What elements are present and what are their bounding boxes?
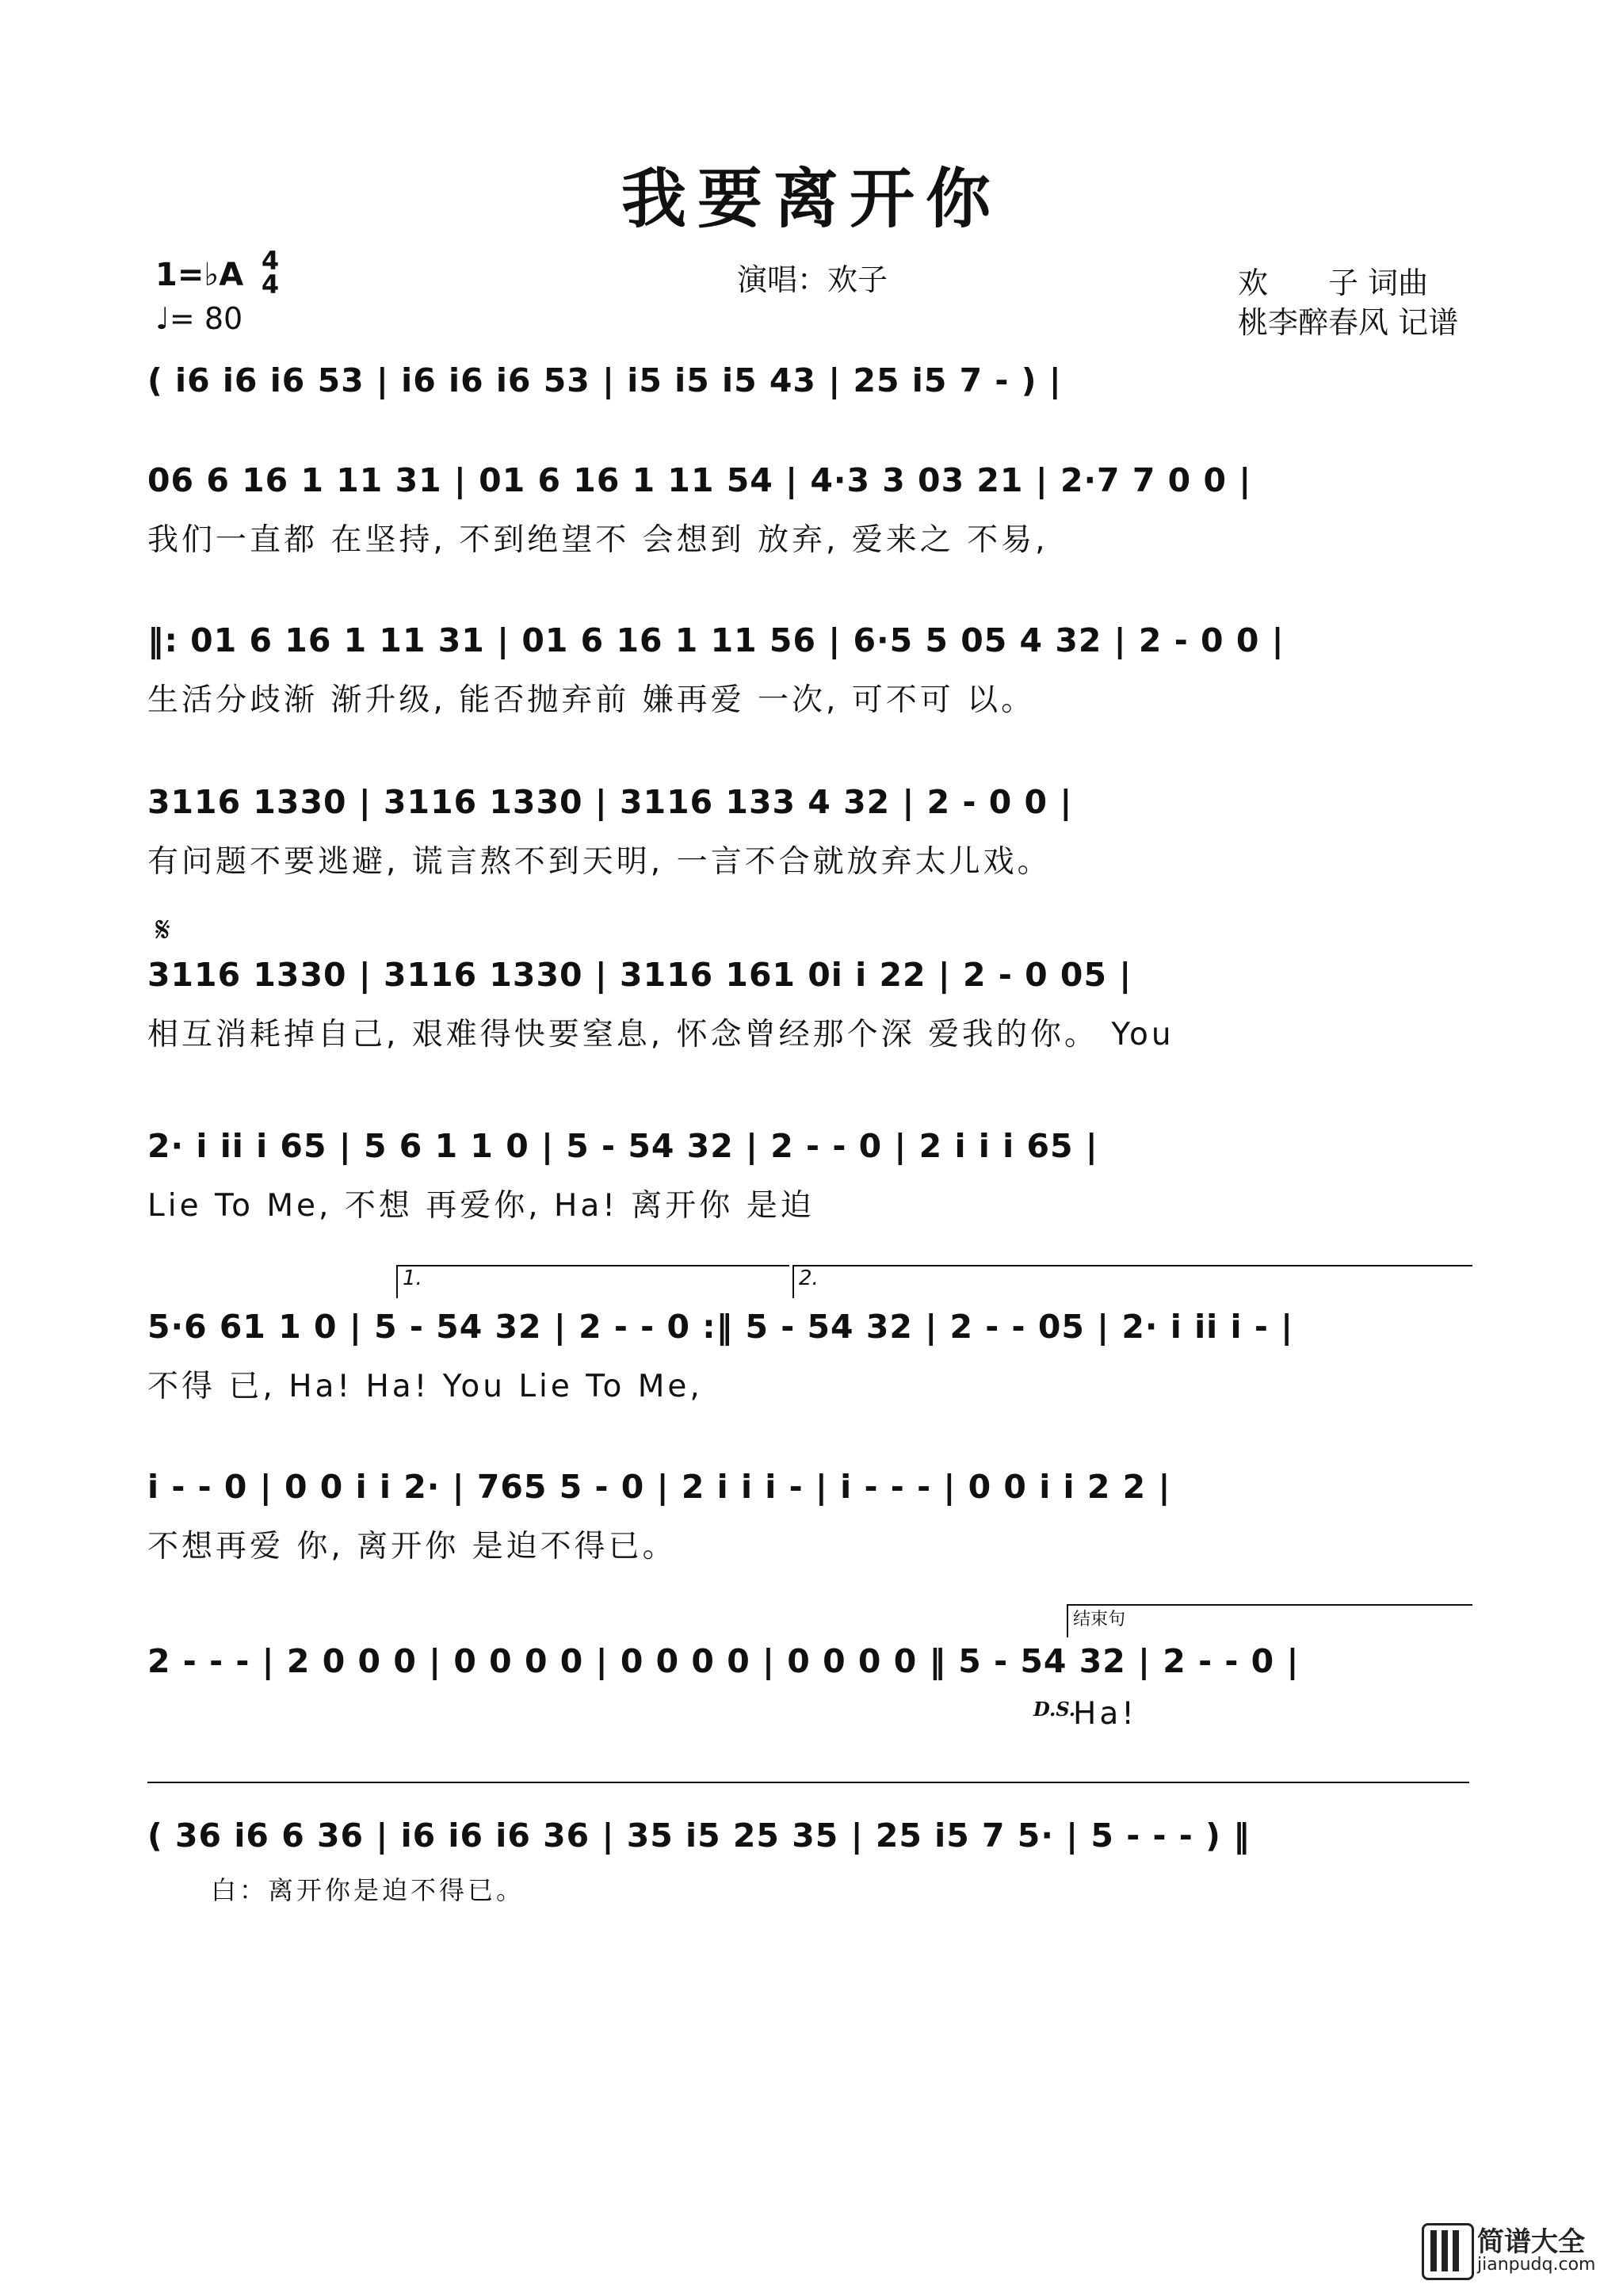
row-7-lyrics: 不得 已, Ha! Ha! You Lie To Me, xyxy=(147,1369,703,1404)
row-8-notes: i - - 0 | 0 0 i i 2· | 765 5 - 0 | 2 i i i - | i - - - | 0 0 i i 2 2 | xyxy=(147,1468,1171,1506)
song-title: 我要离开你 xyxy=(621,161,1002,237)
row-10-lyrics: 白：离开你是迫不得已。 xyxy=(211,1875,525,1905)
row-5-notes: 3116 1330 | 3116 1330 | 3116 161 0i i 22 | 2 - 0 05 | xyxy=(147,956,1132,994)
row-9-notes: 2 - - - | 2 0 0 0 | 0 0 0 0 | 0 0 0 0 | 0 0 0 0 ‖ 5 - 54 32 | 2 - - 0 | xyxy=(147,1642,1300,1680)
outro-bracket-line xyxy=(147,1782,1469,1783)
row-3-lyrics: 生活分歧渐 渐升级, 能否抛弃前 嫌再爱 一次, 可不可 以。 xyxy=(147,682,1036,718)
tempo-marking: ♩= 80 xyxy=(155,301,243,336)
singer-credit: 演唱：欢子 xyxy=(737,262,888,297)
key-signature: 1=♭A xyxy=(155,257,244,293)
row-7-notes: 5·6 61 1 0 | 5 - 54 32 | 2 - - 0 :‖ 5 - 54 32 | 2 - - 05 | 2· i ii i - | xyxy=(147,1308,1294,1346)
piano-keys-icon xyxy=(1422,2223,1474,2280)
row-1-notes: ( i6 i6 i6 53 | i6 i6 i6 53 | i5 i5 i5 43 | 25 i5 7 - ) | xyxy=(147,361,1062,399)
row-2-notes: 06 6 16 1 11 31 | 01 6 16 1 11 54 | 4·3 3 03 21 | 2·7 7 0 0 | xyxy=(147,461,1252,499)
row-6-notes: 2· i ii i 65 | 5 6 1 1 0 | 5 - 54 32 | 2 - - 0 | 2 i i i 65 | xyxy=(147,1127,1098,1165)
watermark-main-text: 简谱大全 xyxy=(1477,2226,1585,2258)
segno-sign: 𝄋 xyxy=(155,910,170,950)
row-4-lyrics: 有问题不要逃避, 谎言熬不到天明, 一言不合就放弃太儿戏。 xyxy=(147,844,1052,880)
row-6-lyrics: Lie To Me, 不想 再爱你, Ha! 离开你 是迫 xyxy=(147,1188,815,1224)
ds-marking: D.S. xyxy=(1033,1698,1076,1721)
time-sig-top: 4 xyxy=(261,246,280,276)
time-sig-bottom: 4 xyxy=(261,269,280,300)
row-10-notes: ( 36 i6 6 36 | i6 i6 i6 36 | 35 i5 25 35 | 25 i5 7 5· | 5 - - - ) ‖ xyxy=(147,1817,1251,1855)
watermark-sub-text: jianpudq.com xyxy=(1477,2255,1596,2275)
row-5-lyrics: 相互消耗掉自己, 艰难得快要窒息, 怀念曾经那个深 爱我的你。 You xyxy=(147,1017,1174,1052)
transcriber-credit: 桃李醉春风 记谱 xyxy=(1238,305,1459,340)
volta-2: 2. xyxy=(792,1265,1472,1298)
coda-bracket: 结束句 xyxy=(1067,1604,1472,1637)
row-4-notes: 3116 1330 | 3116 1330 | 3116 133 4 32 | 2 - 0 0 | xyxy=(147,783,1073,821)
row-9-lyrics: Ha! xyxy=(1073,1696,1137,1732)
site-watermark xyxy=(1422,2220,1604,2282)
row-8-lyrics: 不想再爱 你, 离开你 是迫不得已。 xyxy=(147,1529,677,1564)
row-2-lyrics: 我们一直都 在坚持, 不到绝望不 会想到 放弃, 爱来之 不易, xyxy=(147,522,1048,558)
lyricist-credit: 欢 子 词曲 xyxy=(1238,266,1429,300)
time-signature xyxy=(258,246,282,300)
row-3-notes: ‖: 01 6 16 1 11 31 | 01 6 16 1 11 56 | 6·5 5 05 4 32 | 2 - 0 0 | xyxy=(147,621,1285,659)
volta-1: 1. xyxy=(396,1265,789,1298)
